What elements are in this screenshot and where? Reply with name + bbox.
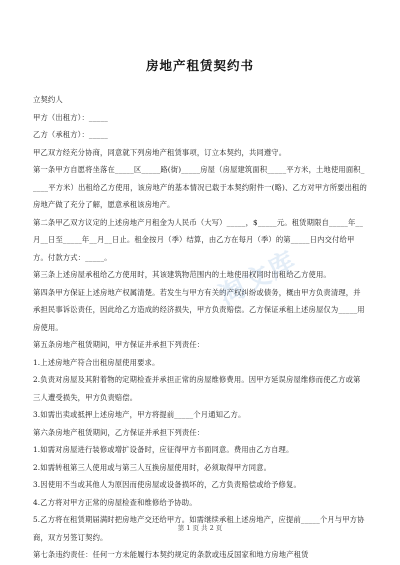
- article-5-item-1: 1.上述房地产符合出租房屋使用要求。: [33, 357, 160, 367]
- preamble: 甲乙双方经充分协商，同意就下列房地产租赁事项，订立本契约，共同遵守。: [33, 147, 287, 157]
- page-footer: 第 1 页 共 2 页: [177, 524, 223, 532]
- article-5-item-3: 3.如需出卖或抵押上述房地产，甲方将提前_____个月通知乙方。: [33, 410, 246, 419]
- party-b-line: 乙方（承租方）：_____: [33, 130, 108, 139]
- article-3: 第三条上述房屋承租给乙方使用时，其该建筑物范围内的土地使用权同时出租给乙方使用。: [33, 270, 331, 279]
- article-6-item-5: 5.乙方将在租赁期届满时把房地产交还给甲方。如需继续承租上述房地产，应提前_____个月与甲方协商，双方另签订契约。: [33, 515, 365, 542]
- article-4: 第四条甲方保证上述房地产权属清楚。若发生与甲方有关的产权纠纷或债务，概由甲方负责清理，并承担民事诉讼责任，因此给乙方造成的经济损失，甲方负责赔偿。乙方保证承租上述房屋仅为_____用房使用。: [33, 287, 365, 332]
- article-2: 第二条甲乙双方议定的上述房地产月租金为人民币（大写）_____，$_____元。租赁期限自_____年__月__日至_____年__月__日止。租金按月（季）结算，由乙方在每月（季）的第_____日内交付给甲方。付款方式：_____。: [33, 217, 364, 262]
- article-6-item-1: 1.如需对房屋进行装修或增扩设备时，应征得甲方书面同意。费用由乙方自理。: [33, 445, 294, 454]
- article-6-item-2: 2.如需转租第三人使用或与第三人互换房屋使用时，必须取得甲方同意。: [33, 462, 272, 472]
- article-5-item-2: 2.负责对房屋及其附着物的定期检查并承担正常的房屋维修费用。因甲方延误房屋维修而使乙方或第三人遭受损失，甲方负责赔偿。: [33, 375, 361, 402]
- article-6-item-3: 3.因使用不当或其他人为原因而使房屋或设备损坏的，乙方负责赔偿或给予修复。: [33, 480, 301, 489]
- party-a-line: 甲方（出租方）：_____: [33, 112, 108, 122]
- document-body: [33, 91, 367, 564]
- article-6: 第六条房地产租赁期间，乙方保证并承担下列责任：: [33, 427, 205, 437]
- parties-heading: 立契约人: [33, 95, 63, 104]
- article-5: 第五条房地产租赁期间，甲方保证并承担下列责任：: [33, 340, 205, 349]
- article-1: 第一条甲方自愿将坐落在_____区_____路(街)_____房屋（房屋建筑面积_____平方米，土地使用面积_____平方米）出租给乙方使用，该房地产的基本情况已载于本契约附件一(略)、乙方对甲方所要出租的房地产做了充分了解，愿意承租该房地产。: [33, 165, 367, 209]
- document-title: 房地产租赁契约书: [145, 58, 254, 73]
- watermark-logo: 淘文库: [214, 245, 303, 312]
- article-7: 第七条违约责任：任何一方未能履行本契约规定的条款或违反国家和地方房地产租赁: [33, 550, 309, 559]
- article-6-item-4: 4.乙方将对甲方正常的房屋检查和维修给予协助。: [33, 497, 197, 507]
